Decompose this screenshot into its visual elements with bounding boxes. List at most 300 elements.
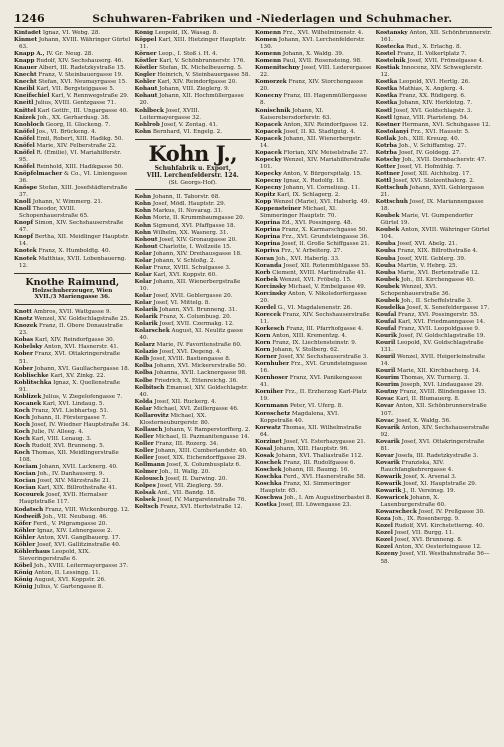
entry-address: Julius, V. Gartengasse 8. [32, 584, 104, 591]
entry-address: Josef, XVI. Abelg. 21. [395, 241, 458, 248]
entry-address: Franz, VIII. Wickenburgg. 12. [43, 506, 130, 513]
directory-entry [135, 251, 252, 258]
entry-address: Ignaz, X. Rudolfg. 18. [281, 177, 345, 184]
directory-entry [376, 368, 493, 375]
entry-address: Josef, X. Columbusplatz 6. [164, 462, 241, 469]
entry-address: Joseph, XVI. Lindaugasse 29. [399, 382, 484, 389]
directory-entry [376, 326, 493, 333]
directory-entry [135, 265, 252, 272]
directory-entry [376, 256, 493, 263]
directory-entry [14, 351, 131, 365]
entry-name: Knoll [14, 206, 31, 213]
entry-name: Kostka [375, 86, 398, 93]
entry-name: Knizek [14, 114, 36, 121]
directory-entry [135, 72, 252, 79]
entry-address: J., II. Vereinsg. 19. [401, 488, 456, 495]
entry-address: Josef, X. Arsenal 3. [401, 473, 457, 480]
directory-entry [135, 356, 252, 363]
entry-address: Anton, II. Lessingg. 11. [32, 569, 101, 576]
entry-address: Franziska, XIV. Rauchfangkehrergasse 4. [380, 459, 454, 473]
directory-entry [376, 150, 493, 157]
directory-entry [14, 309, 131, 316]
directory-entry [255, 30, 372, 37]
directory-entry [14, 521, 131, 528]
entry-address: Marie, XIV. Felberstraße 22. [34, 142, 117, 149]
entry-address: & Co., VI. Liniengasse 36. [19, 170, 128, 184]
directory-entry [255, 354, 372, 361]
page-header [14, 9, 492, 25]
directory-entry [255, 389, 372, 403]
entry-address: Ignaz, XIV. Lehnergasse 2. [35, 527, 113, 534]
directory-entry [376, 143, 493, 150]
entry-address: Martin, V. Hebrg. 25. [395, 262, 458, 269]
entry-name: Kopitz [255, 192, 276, 199]
entry-name: Koprina [255, 234, 281, 241]
entry-address: Michael, XX. Klosterneuburgerstr. 80. [139, 412, 210, 426]
entry-address: Michael, XVI. Zeillergasse 46. [151, 405, 239, 412]
header-rule [14, 27, 492, 28]
entry-name: Kozel [375, 530, 393, 537]
directory-entry [376, 227, 493, 241]
entry-address: Julius, V. Ziegelofengasse 7. [41, 393, 123, 400]
entry-address: Johann, V. Schloßg. 2. [151, 257, 216, 264]
entry-address: Leop., I. Stoß i. H. 4. [156, 51, 218, 58]
entry-name: Komenn [255, 30, 282, 36]
entry-name: Kolda [134, 398, 153, 405]
directory-entry [14, 65, 131, 72]
directory-entry [135, 65, 252, 72]
directory-entry [255, 333, 372, 340]
entry-name: Korner [255, 354, 277, 361]
directory-entry [255, 284, 372, 291]
entry-name: Knobloch [14, 121, 44, 128]
directory-entry [14, 248, 131, 255]
entry-address: Innocenz, XIV. Schweglerstr. 12. [380, 65, 483, 79]
entry-name: Koubek [375, 283, 400, 290]
directory-entry [14, 514, 131, 521]
entry-name: Konischnik [255, 107, 291, 114]
entry-name: Köbel [14, 562, 33, 569]
entry-address: Heinrich, V. Steinbauergasse 58. [155, 72, 251, 79]
entry-address: Wenzel, XVII. Heigerleinstraße 14. [380, 354, 486, 368]
entry-name: Kneibl [14, 86, 35, 93]
entry-name: Kovar [375, 403, 394, 410]
entry-name: Kouba [375, 262, 396, 269]
directory-entry [376, 488, 493, 495]
entry-name: Kozel [375, 544, 393, 551]
entry-name: Kolar [134, 300, 152, 307]
entry-address: Karl, V. Schönbrunnerstr. 176. [157, 58, 246, 65]
entry-address: Frz., V. Arbeiterg. 27. [279, 248, 343, 255]
directory-entry [376, 58, 493, 65]
directory-entry [255, 263, 372, 270]
entry-name: Knecht [14, 72, 37, 79]
entry-address: Karl, VIII. Lenaug. 3. [29, 436, 92, 443]
entry-name: Kogler [134, 72, 156, 79]
entry-address: Karl, XVI. Lindaug. 5. [41, 400, 105, 407]
entry-name: Kopecky [255, 170, 282, 177]
entry-address: Josef, III. Löwengasse 23. [276, 502, 352, 509]
directory-entry [376, 509, 493, 516]
entry-name: Korb [255, 269, 271, 276]
entry-name: Korn [255, 333, 271, 340]
entry-address: Joh., I. Am Augustinerbastei 8. [282, 495, 372, 502]
directory-entry [255, 467, 372, 474]
entry-address: Wenzel (Marie), XVI. Haberlg. 49. [271, 199, 370, 206]
entry-address: Anton, V. Nikolsdorfergasse 20. [260, 290, 367, 304]
entry-name: Kottl [375, 177, 392, 184]
directory-entry [135, 129, 252, 136]
entry-address: Josef, XV. Sechshauserstraße 3. [277, 354, 369, 361]
entry-name: Kopriva [255, 248, 280, 255]
entry-name: Kornhuber [255, 361, 290, 368]
ad-subtitle: Holzschuherzeuger, Wien [32, 287, 113, 294]
entry-address: Franz, III. Rozerg. 34. [153, 440, 219, 447]
entry-name: Knöspe [14, 185, 38, 192]
directory-entry [14, 220, 131, 234]
directory-entry [255, 425, 372, 439]
directory-entry [255, 108, 372, 122]
entry-address: Josef, XVI. Brunneng. 8. [392, 537, 463, 544]
entry-name: Kouril [375, 354, 396, 361]
directory-entry [14, 199, 131, 206]
directory-entry [14, 344, 131, 351]
entry-address: Joh., XX. Gerhardusg. 38. [35, 114, 110, 121]
page-number: 1246 [14, 12, 45, 25]
entry-address: Ignaz, VI. Webg. 28. [41, 30, 101, 36]
directory-entry [255, 291, 372, 305]
entry-name: Koprina [255, 227, 281, 234]
entry-name: Koranda [255, 262, 282, 269]
entry-address: Franz, XVI. Liebhartsg. 51. [29, 407, 109, 414]
directory-entry [255, 403, 372, 410]
entry-address: Joh., IV. Danhauserg. 9. [35, 471, 105, 478]
directory-entry [135, 504, 252, 511]
entry-name: Korniher [255, 389, 284, 396]
directory-entry [14, 542, 131, 549]
directory-entry [376, 396, 493, 403]
entry-address: Johann, VIII. Zieglerg. 9. [157, 86, 230, 93]
directory-entry [376, 382, 493, 389]
entry-name: Kozeny [375, 551, 399, 558]
directory-entry [376, 530, 493, 537]
entry-name: Koller [134, 433, 154, 440]
directory-entry [376, 100, 493, 107]
directory-entry [135, 469, 252, 476]
directory-entry [135, 293, 252, 300]
entry-name: Kovac [375, 396, 395, 403]
directory-entry [376, 270, 493, 277]
directory-entry [135, 349, 252, 356]
entry-address: Josef, IV. Wiedner Hauptstraße 34. [29, 421, 130, 428]
directory-entry [135, 244, 252, 251]
entry-address: Johann, III. Baumg. 16. [281, 466, 350, 473]
directory-entry [14, 185, 131, 199]
entry-address: Thomas, XII. Wilhelmstraße 64. [260, 424, 362, 438]
directory-entry [14, 443, 131, 450]
directory-entry [135, 79, 252, 86]
directory-entry [376, 213, 493, 227]
entry-name: Kostl [375, 107, 392, 114]
directory-entry [376, 136, 493, 143]
directory-entry [135, 399, 252, 406]
entry-name: Kolarik [134, 307, 158, 314]
entry-address: Karl, XIII. Hietzinger Hauptstr. 11. [139, 37, 247, 51]
entry-name: Kolar [134, 278, 152, 285]
entry-name: Korbek [255, 276, 278, 283]
entry-address: Johann, XVI. Thaliastraße 112. [274, 452, 363, 459]
directory-entry [376, 516, 493, 523]
entry-address: Rudolf, XVI. Brunneng. 5. [29, 443, 105, 450]
entry-name: Kohn [134, 222, 152, 229]
entry-name: Koufal [375, 311, 397, 318]
entry-name: Koch [14, 407, 30, 414]
directory-entry [14, 563, 131, 570]
entry-address: Stefan, XIII. Josefstädterstraße 37. [19, 185, 128, 199]
directory-entry [376, 171, 493, 178]
entry-address: Johann, II. Taborstr. 68. [151, 194, 221, 201]
entry-name: Kobelsky [14, 344, 43, 351]
directory-entry [135, 122, 252, 129]
entry-address: Joh., XVII. Dornbacherstr. 47. [400, 156, 487, 163]
directory-entry [14, 51, 131, 58]
directory-columns [14, 30, 492, 733]
directory-entry [135, 223, 252, 230]
entry-address: Franz, XVIII. Blindengasse 15. [397, 389, 487, 396]
entry-address: Johann, II. Förstergasse 7. [29, 414, 107, 421]
directory-entry [376, 65, 493, 79]
entry-address: Wenzel, XVI. Fröbelg. 15. [277, 276, 352, 283]
entry-name: König [14, 584, 33, 591]
entry-name: Kornmann [255, 403, 289, 410]
directory-entry [14, 528, 131, 535]
entry-address: August, XI. Neulitz gasse 40. [139, 328, 244, 342]
entry-name: Koblizek [14, 393, 42, 400]
entry-name: Kowarscheck [375, 509, 417, 516]
entry-name: Kohaut [134, 86, 158, 93]
entry-name: Knott [14, 309, 32, 316]
entry-address: Ambros, XVII. Wattgasse 9. [31, 309, 112, 316]
entry-address: Franz, III. Rudolfgasse 6. [281, 459, 356, 466]
entry-name: Köfer [14, 520, 32, 527]
entry-address: Josef, IV. Preßgasse 30. [416, 509, 485, 516]
directory-entry [376, 551, 493, 565]
entry-address: Josef, XVIII. Leitermayergasse 32. [139, 107, 201, 121]
directory-entry [135, 476, 252, 483]
entry-name: Koch [14, 436, 30, 443]
entry-name: Kohn [134, 229, 152, 236]
ad-title: Knothe Raimund, [25, 276, 120, 288]
entry-name: Kouba [375, 255, 396, 262]
directory-entry [14, 422, 131, 429]
directory-entry [376, 241, 493, 248]
entry-name: Kolba [134, 363, 153, 370]
entry-address: Wenzel, XV. Goldschlagstraße 25. [32, 316, 129, 323]
directory-entry [14, 323, 131, 337]
entry-address: Joh., II. Wallg. 20. [157, 469, 211, 476]
entry-name: Koschek [255, 466, 282, 473]
entry-address: Franz, XIX. Billrothstraße 4. [395, 248, 478, 255]
directory-entry [135, 307, 252, 314]
entry-address: Leopold, XVI. Hertlg. 26. [397, 79, 470, 86]
entry-name: Kovarik [375, 438, 400, 445]
entry-address: Josef, VI. Mittelg. 8. [151, 300, 211, 307]
directory-entry [255, 51, 372, 58]
entry-address: Georg, II. Glockeng. 7. [43, 121, 111, 128]
entry-address: Leopold, IX. Wasag. 8. [153, 30, 219, 36]
entry-name: Kolsak [134, 490, 156, 497]
directory-entry [376, 481, 493, 488]
entry-name: Kolbe [134, 377, 153, 384]
entry-name: Korecek [255, 311, 281, 318]
entry-name: Koubek [375, 297, 400, 304]
entry-name: Kostka [375, 93, 398, 100]
entry-name: Knauer [14, 65, 38, 72]
entry-address: Josef, XVI. Ottakringerstraße 81. [380, 438, 485, 452]
directory-entry [376, 319, 493, 326]
entry-address: Karl, XVI. Koppstr. 60. [151, 271, 217, 278]
entry-name: Kordel [255, 304, 277, 311]
directory-entry [135, 208, 252, 215]
entry-address: Josef, XII. Ruckerg. 4. [152, 398, 217, 405]
entry-name: Kostl [375, 114, 392, 121]
entry-name: Knapp [14, 58, 35, 65]
entry-name: Kolarschek [134, 328, 170, 335]
directory-entry [14, 129, 131, 136]
directory-entry [255, 79, 372, 93]
directory-entry [135, 406, 252, 413]
directory-entry [255, 220, 372, 227]
directory-entry [14, 122, 131, 129]
entry-name: Koblischke [14, 372, 49, 379]
directory-entry [135, 230, 252, 237]
entry-address: Michael, II. Pazmanitengasse 14. [153, 433, 250, 440]
directory-entry [14, 570, 131, 577]
entry-address: R. (Emilie), VI. Mariahilferstr. 95. [19, 149, 122, 163]
entry-address: Ferd., V. Pilgramgasse 20. [31, 520, 108, 527]
directory-entry [135, 30, 252, 37]
directory-entry [135, 258, 252, 265]
entry-name: Kocanek [14, 400, 42, 407]
entry-address: Josefa, III. Radetzkystraße 3. [393, 452, 479, 459]
directory-entry [376, 425, 493, 439]
entry-address: Julius, XVIII. Gentzgasse 71. [33, 100, 116, 107]
directory-entry [135, 215, 252, 222]
entry-name: Kouril [375, 340, 396, 347]
entry-address: Frz., XVI. Hausstr. 5. [408, 128, 470, 135]
directory-entry [255, 312, 372, 326]
directory-entry [14, 394, 131, 401]
directory-entry [14, 79, 131, 86]
entry-address: Josef, XVII. Frömelgasse 4. [405, 58, 484, 65]
entry-address: Hermann, XVI. Schuhgasse 12. [400, 121, 491, 128]
directory-entry [135, 328, 252, 342]
entry-name: Kosal [255, 445, 273, 452]
entry-name: Knotz [14, 316, 33, 323]
entry-address: Bernhard, VI. Engelg. 2. [151, 128, 222, 135]
directory-entry [376, 185, 493, 199]
entry-name: Koch [14, 443, 30, 450]
directory-entry [376, 157, 493, 164]
entry-address: Josef, II. Darwing. 20. [163, 476, 228, 483]
directory-entry [255, 185, 372, 192]
entry-name: Koubek [375, 276, 400, 283]
directory-entry [255, 481, 372, 495]
directory-entry [255, 227, 372, 234]
entry-address: Josef, XVI. Gallitzinstraße 40. [35, 541, 121, 548]
directory-entry [135, 363, 252, 370]
entry-name: Kouba [375, 241, 396, 248]
entry-address: Ed., XVI. Possingerg. 48. [280, 220, 353, 227]
directory-entry [376, 474, 493, 481]
entry-address: Joh., XVI. Haberlg. 33. [274, 255, 340, 262]
directory-entry [255, 37, 372, 51]
directory-entry [376, 108, 493, 115]
entry-name: Kocourek [14, 492, 45, 499]
entry-address: Ignaz, VIII. Piaristeng. 54. [391, 114, 469, 121]
ad-building: (St. Georgs-Hof). [168, 179, 217, 186]
entry-address: Joh., II. Scheffelstraße 3. [399, 297, 472, 304]
entry-address: Franz, V. Steinbauergasse 19. [36, 72, 123, 79]
directory-entry [376, 284, 493, 298]
entry-name: Koran [255, 255, 275, 262]
entry-address: Franz, III. Hagenmüllergasse 8. [260, 93, 367, 107]
directory-entry [14, 234, 131, 248]
directory-entry [255, 136, 372, 150]
directory-entry [135, 300, 252, 307]
entry-name: Kowarik [375, 473, 402, 480]
entry-name: Köhlerhaus [14, 548, 51, 555]
entry-name: König [14, 576, 33, 583]
directory-entry [255, 375, 372, 389]
entry-name: Kohlrob [134, 121, 160, 128]
directory-entry [376, 164, 493, 171]
directory-entry [255, 248, 372, 255]
directory-entry [135, 370, 252, 377]
entry-address: Johann, XVIII. Währinger Gürtel 63. [19, 37, 131, 51]
entry-address: Josef, VI. Hofmühlg. 7. [395, 163, 462, 170]
entry-address: Johann, X. Waldg. 39. [281, 51, 344, 58]
entry-name: Koschka [255, 481, 282, 487]
column-1 [14, 30, 131, 733]
entry-name: Koprina [255, 220, 281, 227]
entry-address: Josef, II. Große Schiffgasse 21. [280, 241, 370, 248]
directory-entry [376, 115, 493, 122]
entry-address: Marie, XVI. Bertenstraße 12. [395, 269, 480, 276]
directory-entry [14, 366, 131, 373]
ad-business: Schuhfabrik u. Export, [154, 164, 231, 172]
entry-address: Josef, XVI. Degeng. 4. [157, 349, 222, 356]
entry-address: Josef, VII. Zieglerg. 59. [155, 483, 224, 490]
entry-name: Kohaut [134, 93, 158, 100]
entry-name: Koufal [375, 325, 397, 332]
entry-name: Kohout [134, 236, 158, 243]
entry-name: Kollarovitz [134, 412, 169, 419]
entry-address: Josef, XVII. Geblerg. 39. [395, 255, 466, 262]
directory-entry [14, 471, 131, 478]
entry-name: Koblitschka [14, 379, 52, 386]
directory-entry [376, 122, 493, 129]
entry-name: Knittel [14, 107, 36, 114]
entry-name: Kopacek [255, 135, 282, 142]
entry-name: Koudelka [375, 304, 406, 311]
entry-name: Kostka [255, 502, 277, 509]
entry-address: Karl Gottfr., III. Ungargasse 40. [35, 107, 128, 114]
entry-name: Kovar [375, 452, 394, 459]
directory-entry [376, 495, 493, 509]
directory-entry [14, 93, 131, 100]
directory-entry [135, 201, 252, 208]
